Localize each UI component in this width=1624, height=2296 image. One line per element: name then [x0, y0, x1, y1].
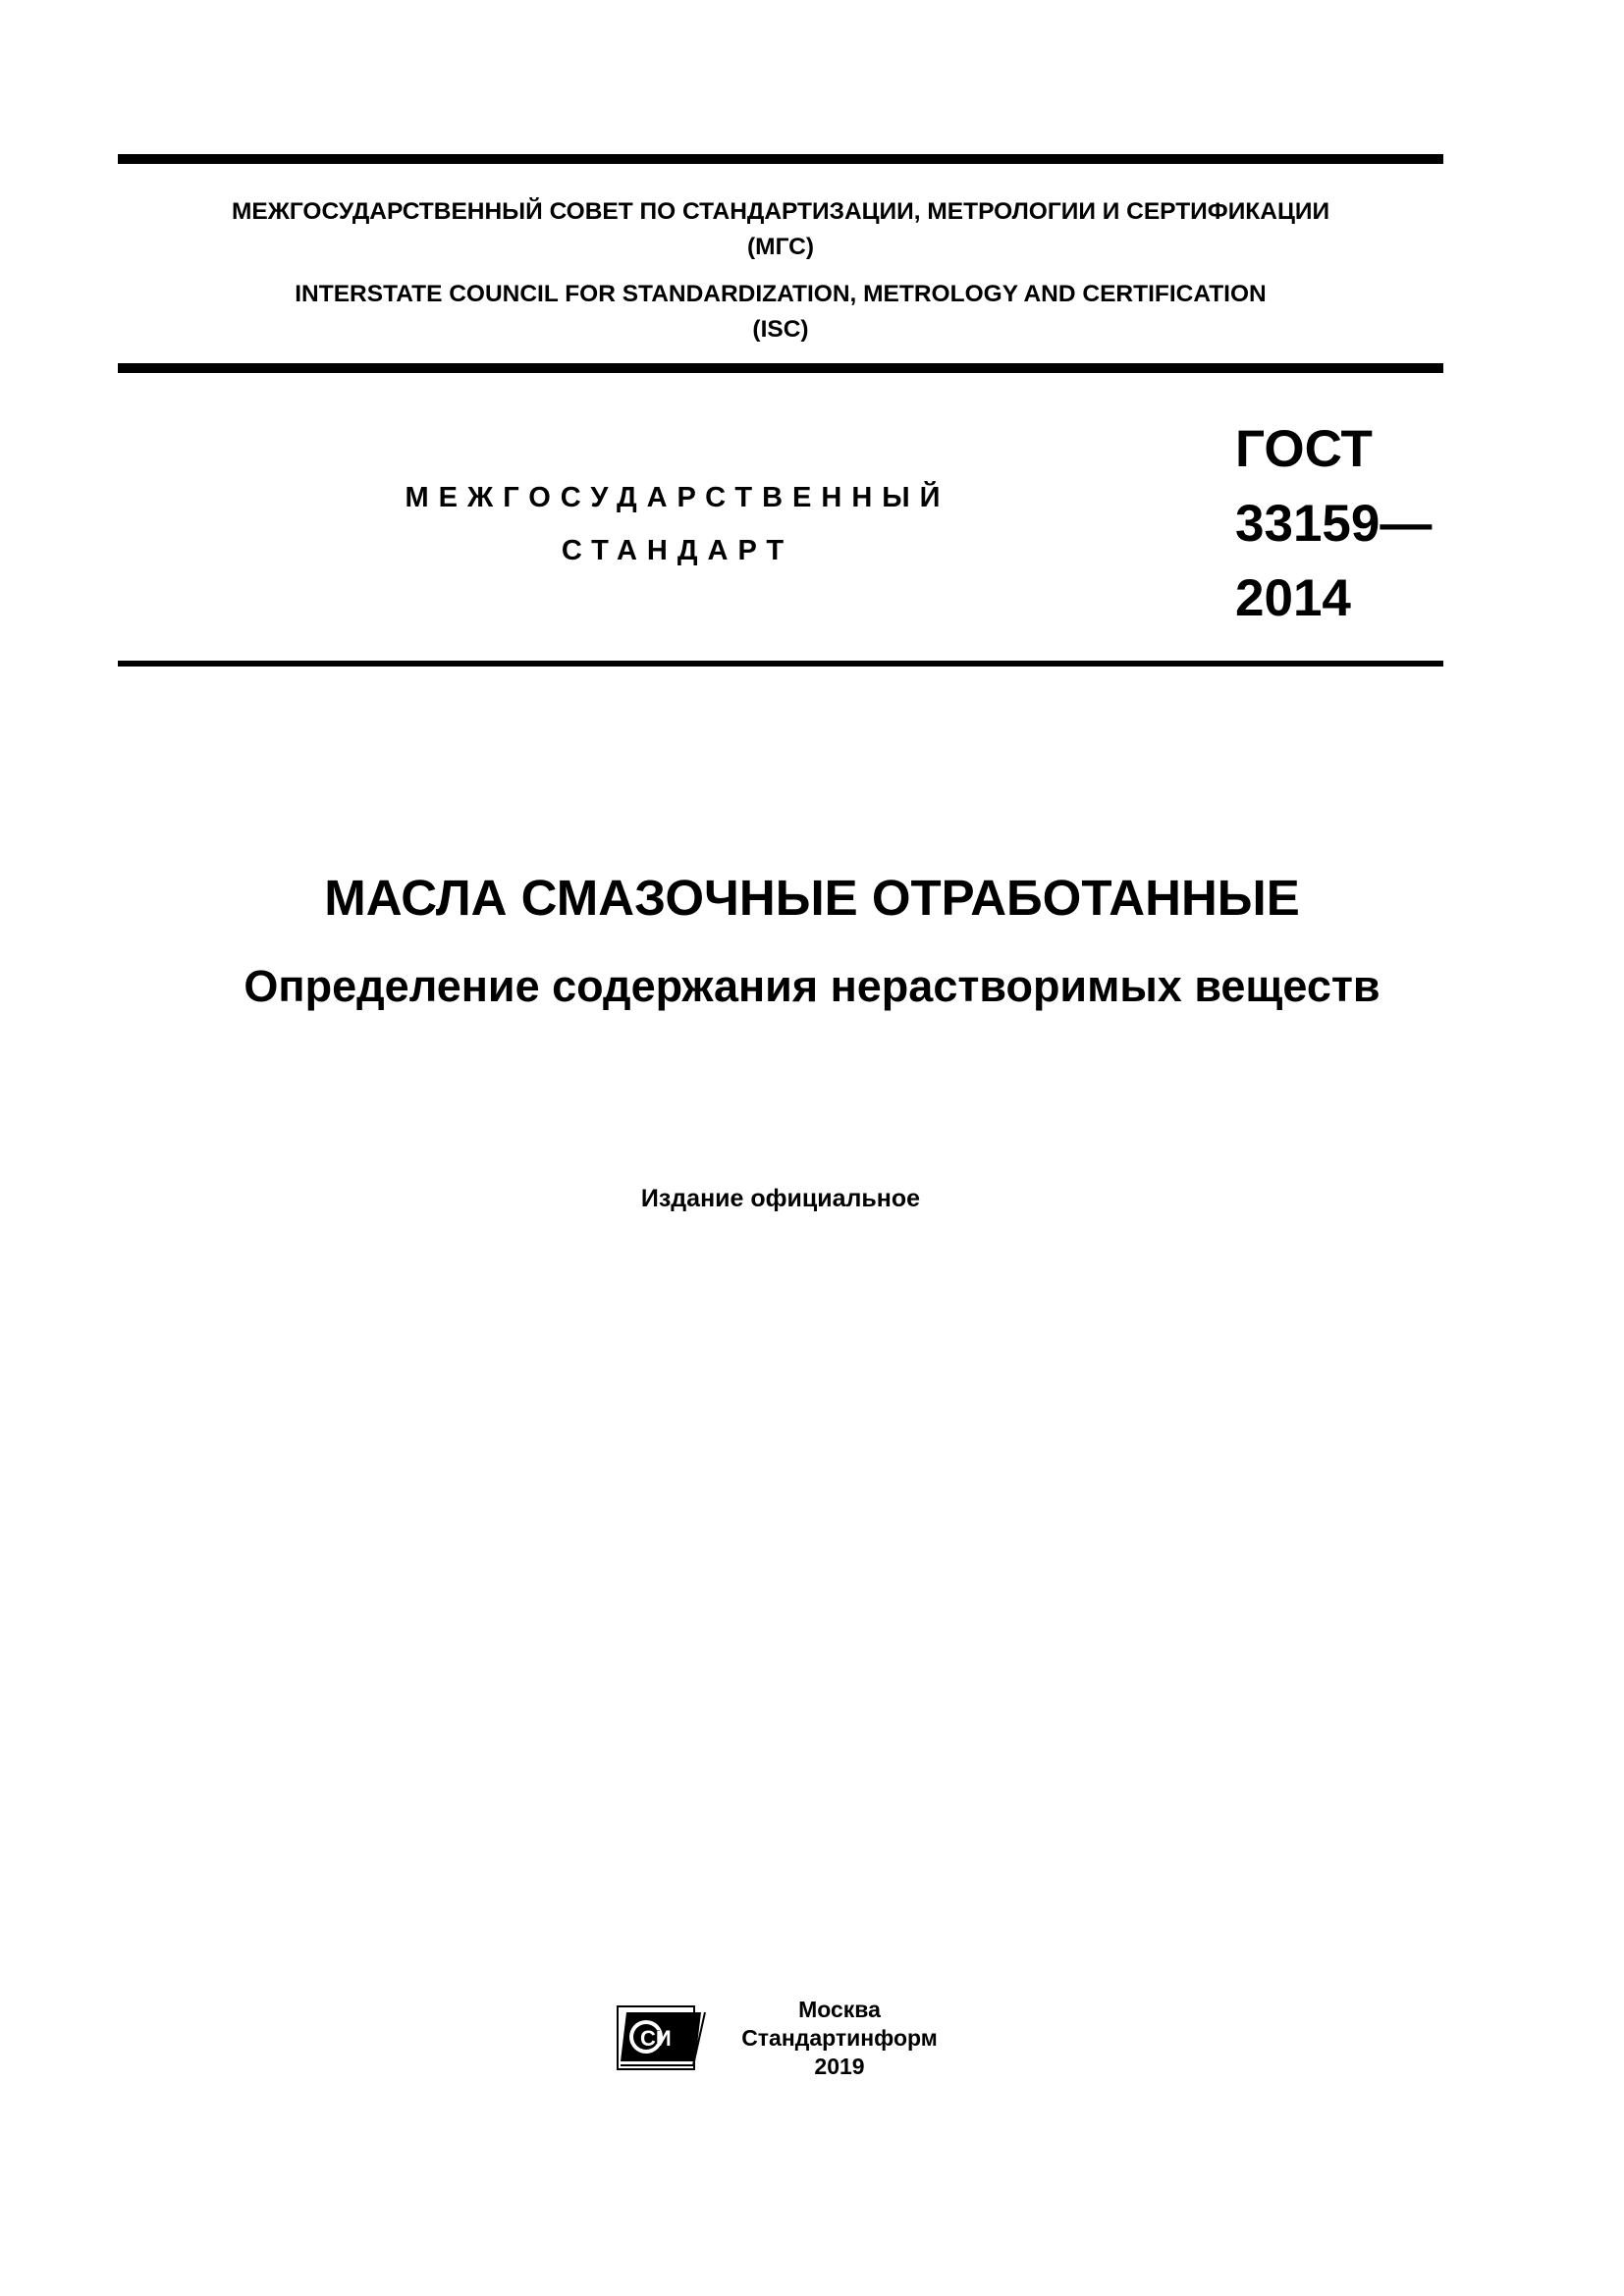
- standartinform-logo-icon: [617, 2002, 709, 2073]
- publisher-year: 2019: [814, 2054, 865, 2079]
- council-name-en: INTERSTATE COUNCIL FOR STANDARDIZATION, METROLOGY AND CERTIFICATION: [295, 281, 1267, 307]
- top-rule: [118, 154, 1443, 164]
- council-header: [118, 194, 1443, 347]
- council-abbr-en: (ISC): [752, 316, 809, 343]
- gost-prefix: ГОСТ: [1235, 420, 1373, 478]
- gost-year: 2014: [1235, 569, 1351, 627]
- council-name-ru: МЕЖГОСУДАРСТВЕННЫЙ СОВЕТ ПО СТАНДАРТИЗАЦИИ, МЕТРОЛОГИИ И СЕРТИФИКАЦИИ: [231, 198, 1330, 225]
- edition-note: Издание официальное: [640, 1185, 921, 1212]
- standard-kind-line1: МЕЖГОСУДАРСТВЕННЫЙ: [405, 482, 950, 513]
- council-abbr-ru: (МГС): [747, 234, 814, 260]
- document-title: МАСЛА СМАЗОЧНЫЕ ОТРАБОТАННЫЕ: [324, 870, 1300, 926]
- document-subtitle: Определение содержания нерастворимых веществ: [244, 961, 1380, 1011]
- middle-rule: [118, 363, 1443, 373]
- logo-lettering: СИ: [640, 2026, 672, 2051]
- publisher-name: Стандартинформ: [741, 2025, 938, 2051]
- gost-number: 33159—: [1235, 495, 1433, 553]
- lower-rule: [118, 661, 1443, 667]
- publisher-city: Москва: [798, 1997, 881, 2022]
- gost-designation: [1235, 412, 1432, 636]
- standard-kind-line2: СТАНДАРТ: [561, 535, 794, 566]
- publisher-imprint: [727, 1996, 952, 2081]
- standard-kind: [324, 471, 1031, 577]
